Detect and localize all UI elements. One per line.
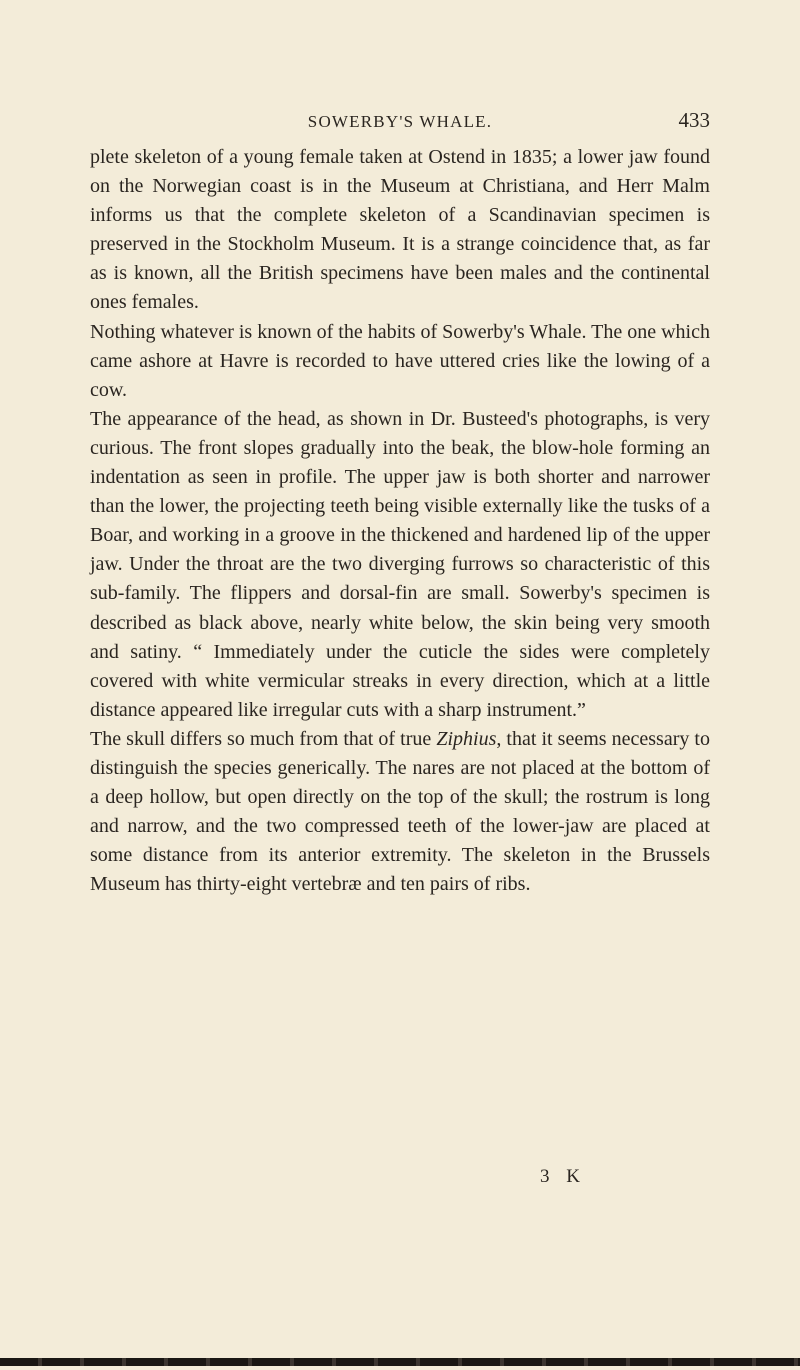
paragraph-1: plete skeleton of a young female taken at Ostend in 1835; a lower jaw found on the Norwegian coast is in the Museum at Christiana, and Herr Malm informs us that the complete skeleton of a Scandinavian specimen is preserved in the Stockholm Museum. It is a strange coincidence that, as far as is known, all the British specimens have been males and the continental ones females. [90, 146, 710, 314]
running-title: SOWERBY'S WHALE. [307, 112, 493, 131]
running-head [90, 108, 710, 138]
paragraph-3: The appearance of the head, as shown in Dr. Busteed's photographs, is very curious. The front slopes gradually into the beak, the blow-hole forming an indentation as seen in profile. The upper jaw is both shorter and narrower than the lower, the projecting teeth being visible externally like the tusks of a Boar, and working in a groove in the thickened and hardened lip of the upper jaw. Under the throat are the two diverging furrows so characteristic of this sub-family. The flippers and dorsal-fin are small. Sowerby's specimen is described as black above, nearly white below, the skin being very smooth and satiny. “ Immediately under the cuticle the sides were completely covered with white vermicular streaks in every direction, which at a little distance appeared like irregular cuts with a sharp instrument.” [90, 407, 710, 721]
body-text [90, 143, 710, 899]
signature-mark: 3 K [540, 1166, 586, 1187]
paragraph-4 [90, 725, 710, 900]
scan-edge-bar [0, 1358, 800, 1366]
paragraph-2: Nothing whatever is known of the habits of Sowerby's Whale. The one which came ashore at Havre is recorded to have uttered cries like the lowing of a cow. [90, 320, 710, 401]
page-number: 433 [678, 108, 710, 132]
paragraph-4-start: The skull differs so much from that of true [90, 727, 437, 750]
genus-name-ziphius: Ziphius [436, 727, 497, 750]
paragraph-4-end: , that it seems necessary to distinguish the species generically. The nares are not placed at the bottom of a deep hollow, but open directly on the top of the skull; the rostrum is long and narrow, and the two compressed teeth of the lower-jaw are placed at some distance from its anterior extremity. The skeleton in the Brussels Museum has thirty-eight vertebræ and ten pairs of ribs. [90, 727, 710, 896]
